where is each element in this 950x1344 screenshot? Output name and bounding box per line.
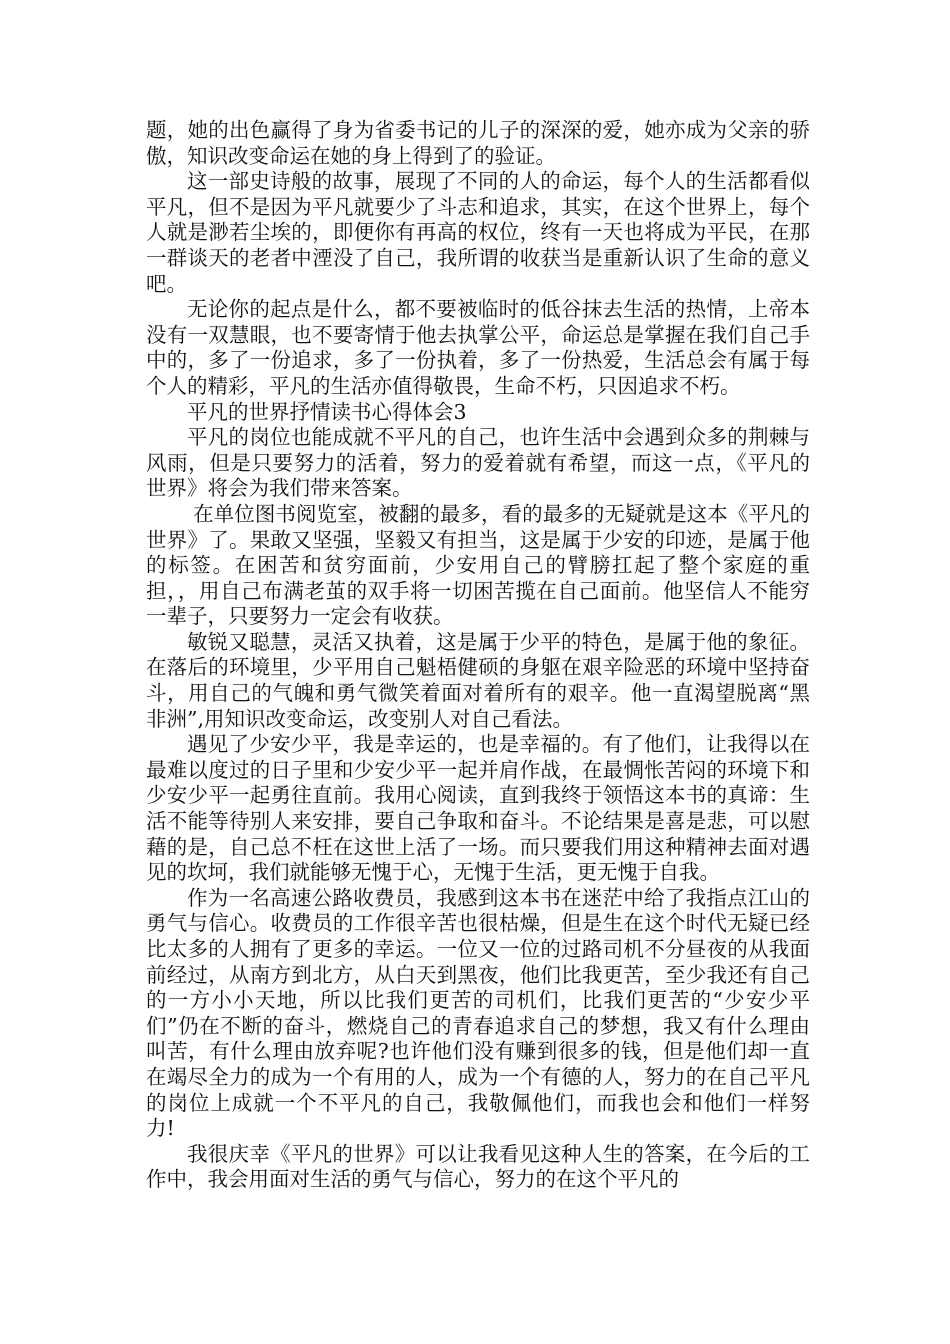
paragraph-epic-story: 这一部史诗般的故事，展现了不同的人的命运，每个人的生活都看似平凡，但不是因为平凡就要少了斗志和追求，其实，在这个世界上，每个人就是渺若尘埃的，即便你有再高的权位，终有一天也将成为平民，在那一群谈天的老者中湮没了自己，我所谓的收获当是重新认识了生命的意义吧。 (146, 169, 810, 296)
paragraph-starting-point: 无论你的起点是什么，都不要被临时的低谷抹去生活的热情，上帝本没有一双慧眼，也不要寄情于他去执掌公平，命运总是掌握在我们自己手中的，多了一份追求，多了一份执着，多了一份热爱，生活总会有属于每个人的精彩，平凡的生活亦值得敬畏，生命不朽，只因追求不朽。 (146, 297, 810, 398)
paragraph-gratitude: 我很庆幸《平凡的世界》可以让我看见这种人生的答案，在今后的工作中，我会用面对生活的勇气与信心，努力的在这个平凡的 (146, 1141, 810, 1192)
section-heading: 平凡的世界抒情读书心得体会3 (187, 399, 467, 424)
paragraph-shaoping: 敏锐又聪慧，灵活又执着，这是属于少平的特色，是属于他的象征。在落后的环境里，少平用自己魁梧健硕的身躯在艰辛险恶的环境中坚持奋斗，用自己的气魄和勇气微笑着面对着所有的艰辛。他一直渴望脱离“黑非洲”,用知识改变命运，改变别人对自己看法。 (146, 629, 810, 731)
document-body (146, 118, 810, 1193)
paragraph-reading-room: 在单位图书阅览室，被翻的最多，看的最多的无疑就是这本《平凡的世界》了。果敢又坚强，坚毅又有担当，这是属于少安的印迹，是属于他的标签。在困苦和贫穷面前，少安用自己的臂膀扛起了整个家庭的重担，，用自己布满老茧的双手将一切困苦揽在自己面前。他坚信人不能穷一辈子，只要努力一定会有收获。 (146, 501, 810, 629)
paragraph-toll-collector: 作为一名高速公路收费员，我感到这本书在迷茫中给了我指点江山的勇气与信心。收费员的工作很辛苦也很枯燥，但是生在这个时代无疑已经比太多的人拥有了更多的幸运。一位又一位的过路司机不分昼夜的从我面前经过，从南方到北方，从白天到黑夜，他们比我更苦，至少我还有自己的一方小小天地，所以比我们更苦的司机们，比我们更苦的“少安少平们”仍在不断的奋斗，燃烧自己的青春追求自己的梦想，我又有什么理由叫苦，有什么理由放弃呢?也许他们没有赚到很多的钱，但是他们却一直在竭尽全力的成为一个有用的人，成为一个有德的人，努力的在自己平凡的岗位上成就一个不平凡的自己，我敬佩他们，而我也会和他们一样努力! (146, 885, 810, 1141)
paragraph-ordinary-post: 平凡的岗位也能成就不平凡的自己，也许生活中会遇到众多的荆棘与风雨，但是只要努力的活着，努力的爱着就有希望，而这一点，《平凡的世界》将会为我们带来答案。 (146, 425, 810, 501)
paragraph-continuation: 题，她的出色赢得了身为省委书记的儿子的深深的爱，她亦成为父亲的骄傲，知识改变命运在她的身上得到了的验证。 (146, 118, 810, 168)
paragraph-meeting-brothers: 遇见了少安少平，我是幸运的，也是幸福的。有了他们，让我得以在最难以度过的日子里和少安少平一起并肩作战，在最惆怅苦闷的环境下和少安少平一起勇往直前。我用心阅读，直到我终于领悟这本书的真谛：生活不能等待别人来安排，要自己争取和奋斗。不论结果是喜是悲，可以慰藉的是，自己总不枉在这世上活了一场。而只要我们用这种精神去面对遇见的坎坷，我们就能够无愧于心，无愧于生活，更无愧于自我。 (146, 732, 810, 885)
